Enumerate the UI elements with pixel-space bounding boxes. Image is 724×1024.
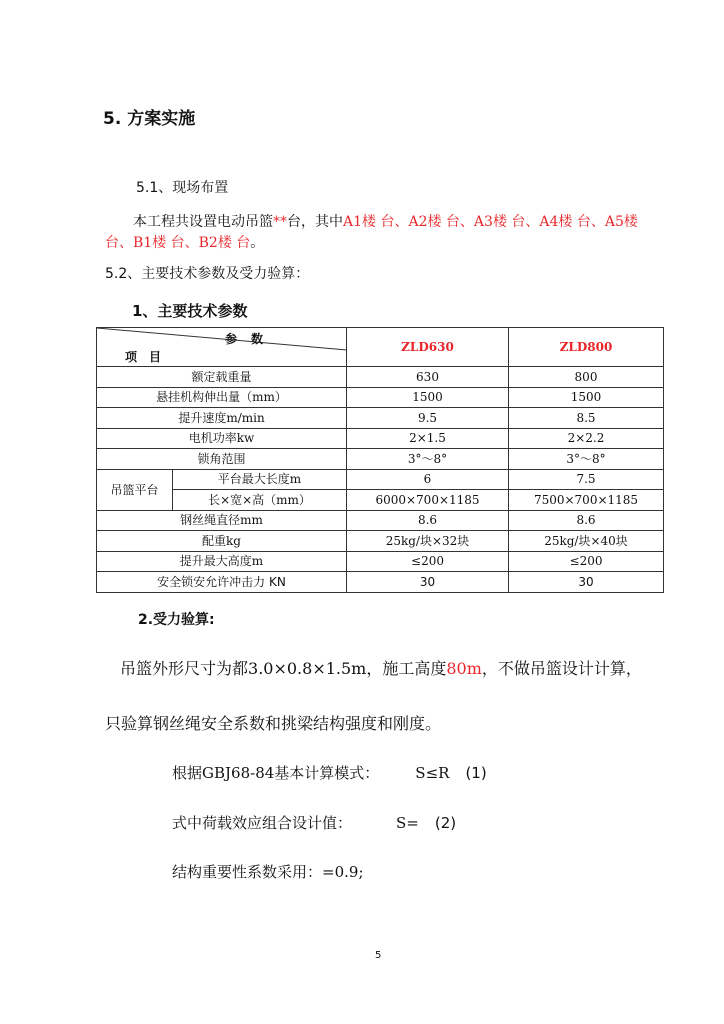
- row-label: 钢丝绳直径mm: [97, 510, 347, 531]
- table-row: [97, 367, 664, 388]
- calc-line-1: [120, 656, 642, 679]
- model-zld630: ZLD630: [347, 328, 509, 367]
- standard-code: GBJ68-84: [202, 764, 275, 782]
- calc-text-3: ，不做吊篮设计计算，: [481, 659, 642, 678]
- para-text-2: 台，其中: [287, 214, 343, 230]
- basket-dimensions: 3.0×0.8×1.5m: [248, 659, 367, 678]
- row-value-630: 30: [347, 572, 509, 593]
- row-value-800: 30: [509, 572, 664, 593]
- row-value-800: 25kg/块×40块: [509, 531, 664, 552]
- table-row: [97, 428, 664, 449]
- row-value-630: ≤200: [347, 551, 509, 572]
- table-row: [97, 449, 664, 470]
- para-text-1: 本工程共设置电动吊篮: [133, 214, 273, 230]
- row-value-630: 6000×700×1185: [347, 490, 509, 511]
- formula-text: 结构重要性系数采用：: [172, 863, 323, 881]
- table-row: [97, 387, 664, 408]
- formula-text: 式中荷载效应组合设计值：: [172, 814, 353, 832]
- formula-text: 根据: [172, 764, 203, 782]
- row-label: 额定载重量: [97, 367, 347, 388]
- row-label: 悬挂机构伸出量（mm）: [97, 387, 347, 408]
- row-value-800: 8.6: [509, 510, 664, 531]
- section-title: 5. 方案实施: [103, 109, 196, 129]
- row-value-630: 25kg/块×32块: [347, 531, 509, 552]
- row-value-800: 2×2.2: [509, 428, 664, 449]
- table-row: [97, 551, 664, 572]
- row-value-800: 1500: [509, 387, 664, 408]
- page-number: 5: [375, 950, 382, 961]
- row-label: 平台最大长度m: [173, 469, 347, 490]
- row-value-800: 3°～8°: [509, 449, 664, 470]
- building-list: A1楼 台、A2楼 台、A3楼 台、A4楼 台、A5楼 台、B1楼 台、B2楼 台: [105, 214, 638, 251]
- row-value-800: 7.5: [509, 469, 664, 490]
- row-value-630: 8.6: [347, 510, 509, 531]
- formula-line-3: [172, 861, 364, 882]
- calc-text-2: ，施工高度: [366, 659, 447, 678]
- table-header-row: [97, 328, 664, 367]
- row-value-630: 630: [347, 367, 509, 388]
- row-value-630: 3°～8°: [347, 449, 509, 470]
- formula-line-2: [172, 812, 456, 833]
- row-value-800: ≤200: [509, 551, 664, 572]
- formula-number: (2): [434, 814, 457, 832]
- table-row: [97, 572, 664, 593]
- model-zld800: ZLD800: [509, 328, 664, 367]
- table-row: [97, 510, 664, 531]
- row-value-630: 2×1.5: [347, 428, 509, 449]
- formula-expression: =0.9;: [322, 863, 364, 881]
- formula-expression: S=: [396, 814, 419, 832]
- formula-number: (1): [465, 764, 487, 782]
- subsection-stress-check: 2.受力验算:: [138, 612, 215, 628]
- para-text-3: 。: [250, 235, 265, 251]
- row-value-630: 9.5: [347, 408, 509, 429]
- row-label: 安全锁安允许冲击力 KN: [97, 572, 347, 593]
- row-value-800: 800: [509, 367, 664, 388]
- row-label: 提升最大高度m: [97, 551, 347, 572]
- quantity-placeholder: **: [273, 214, 287, 230]
- subsection-5-2: 5.2、主要技术参数及受力验算：: [105, 266, 310, 282]
- row-value-800: 8.5: [509, 408, 664, 429]
- row-label: 提升速度m/min: [97, 408, 347, 429]
- header-diagonal-cell: [97, 328, 347, 367]
- table-row: [97, 531, 664, 552]
- calc-text-1: 吊篮外形尺寸为都: [120, 659, 249, 678]
- row-label: 锁角范围: [97, 449, 347, 470]
- formula-expression: S≤R: [415, 764, 450, 782]
- parameters-table: [96, 327, 664, 593]
- formula-line-1: [172, 762, 487, 783]
- table-row: [97, 469, 664, 490]
- calc-line-2: 只验算钢丝绳安全系数和挑梁结构强度和刚度。: [105, 714, 442, 733]
- group-label-platform: 吊篮平台: [97, 469, 173, 510]
- row-label: 配重kg: [97, 531, 347, 552]
- formula-text: 基本计算模式：: [274, 764, 380, 782]
- row-value-630: 6: [347, 469, 509, 490]
- row-label: 长×宽×高（mm）: [173, 490, 347, 511]
- subsection-main-params: 1、主要技术参数: [132, 302, 248, 320]
- row-value-630: 1500: [347, 387, 509, 408]
- table-row: [97, 408, 664, 429]
- construction-height: 80m: [446, 659, 482, 678]
- row-value-800: 7500×700×1185: [509, 490, 664, 511]
- row-label: 电机功率kw: [97, 428, 347, 449]
- site-layout-paragraph: [105, 212, 665, 254]
- subsection-5-1: 5.1、现场布置: [136, 180, 229, 196]
- table-row: [97, 490, 664, 511]
- header-item-label: 项 目: [125, 350, 162, 364]
- header-param-label: 参 数: [225, 332, 265, 346]
